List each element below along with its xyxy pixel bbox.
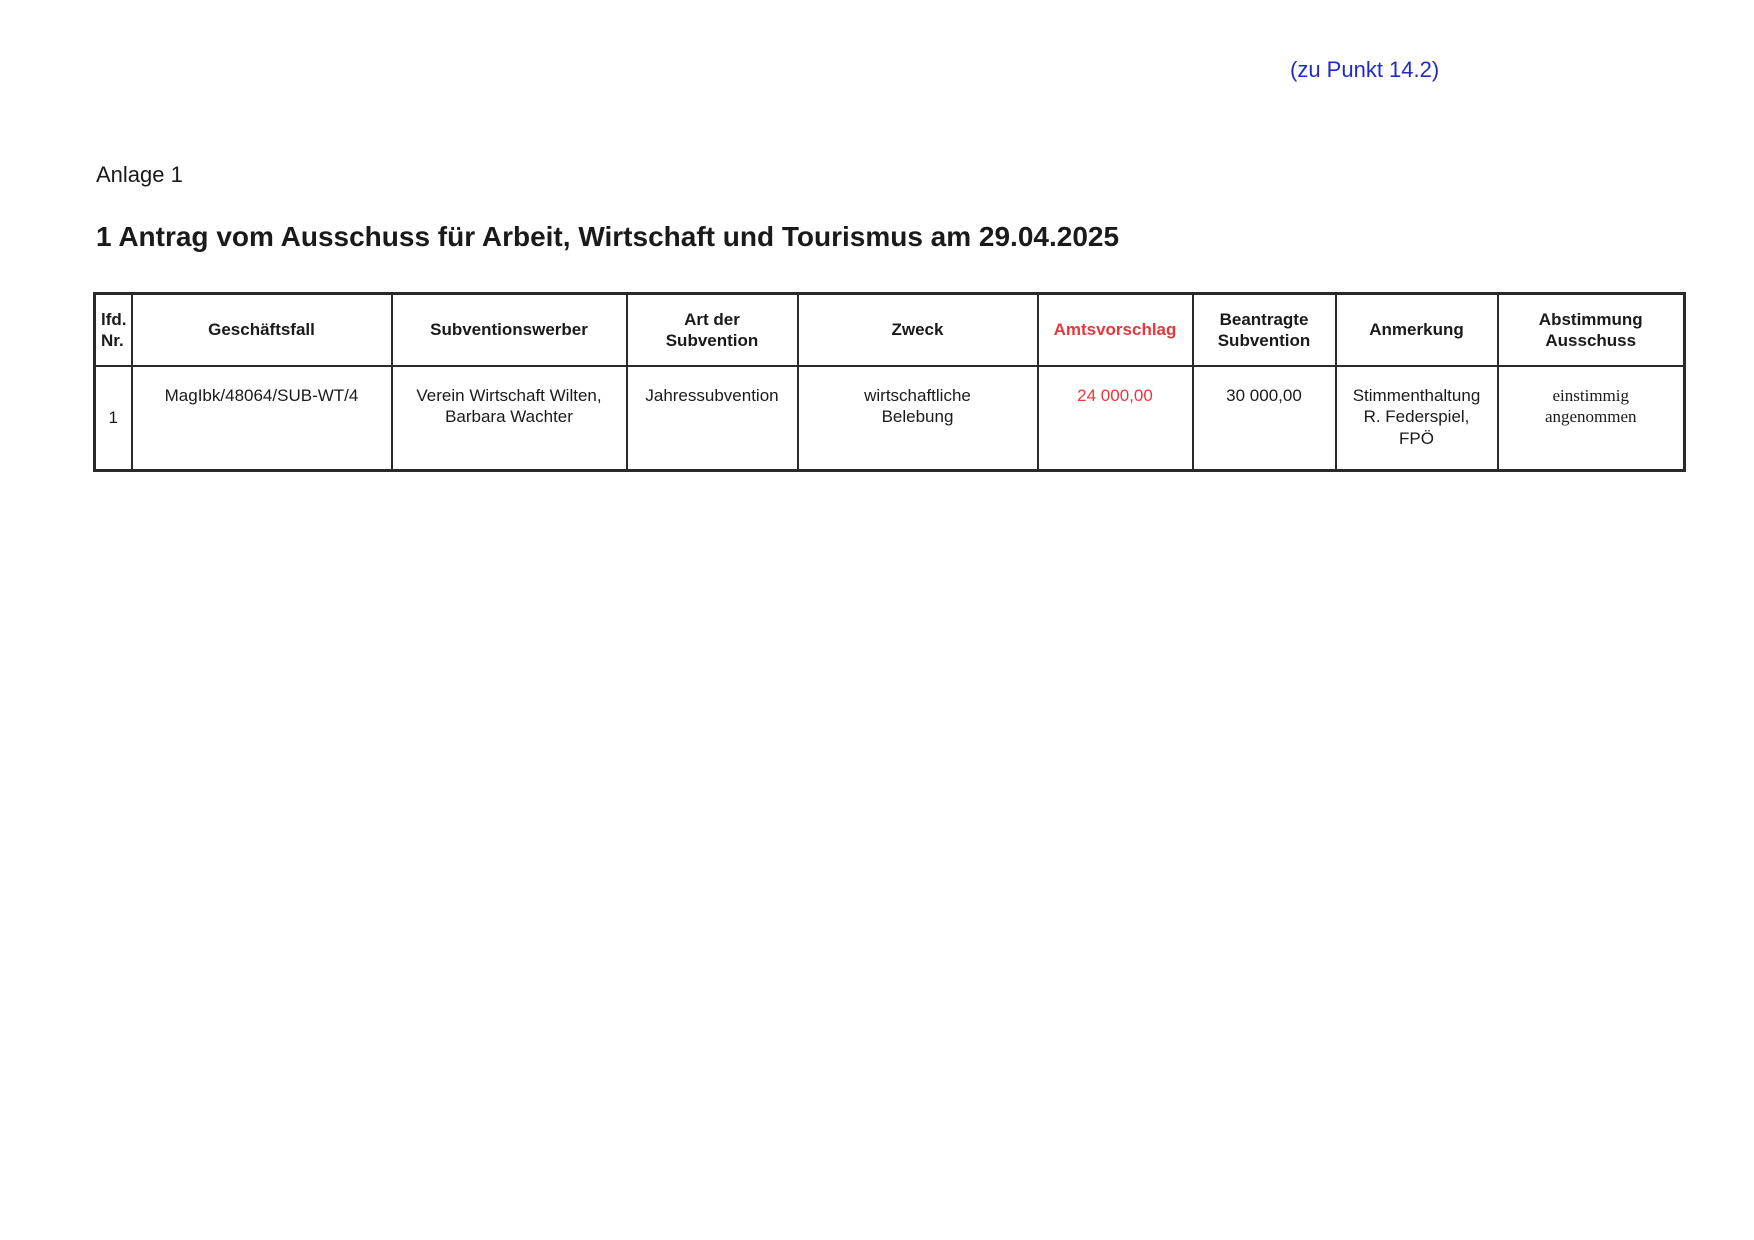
attachment-label: Anlage 1 xyxy=(96,162,183,187)
cell-nr: 1 xyxy=(95,366,132,471)
cell-subventionswerber: Verein Wirtschaft Wilten, Barbara Wachter xyxy=(392,366,627,471)
header-abstimmung-ausschuss: Abstimmung Ausschuss xyxy=(1498,294,1685,367)
agenda-reference: (zu Punkt 14.2) xyxy=(1290,57,1440,82)
header-geschaeftsfall: Geschäftsfall xyxy=(132,294,392,367)
cell-amtsvorschlag: 24 000,00 xyxy=(1038,366,1193,471)
cell-anmerkung: Stimmenthaltung R. Federspiel, FPÖ xyxy=(1336,366,1498,471)
header-zweck: Zweck xyxy=(798,294,1038,367)
subsidy-table xyxy=(93,292,1686,472)
header-subventionswerber: Subventionswerber xyxy=(392,294,627,367)
header-row xyxy=(95,294,1685,367)
table-row xyxy=(95,366,1685,471)
table-body xyxy=(95,366,1685,471)
header-beantragte-subvention: Beantragte Subvention xyxy=(1193,294,1336,367)
cell-beantragte-subvention: 30 000,00 xyxy=(1193,366,1336,471)
cell-art-der-subvention: Jahressubvention xyxy=(627,366,798,471)
document-title: 1 Antrag vom Ausschuss für Arbeit, Wirtschaft und Tourismus am 29.04.2025 xyxy=(96,221,1120,252)
cell-abstimmung: einstimmig angenommen xyxy=(1498,366,1685,471)
cell-zweck: wirtschaftliche Belebung xyxy=(798,366,1038,471)
header-amtsvorschlag: Amtsvorschlag xyxy=(1038,294,1193,367)
header-anmerkung: Anmerkung xyxy=(1336,294,1498,367)
header-nr: lfd. Nr. xyxy=(95,294,132,367)
table-header xyxy=(95,294,1685,367)
cell-geschaeftsfall: MagIbk/48064/SUB-WT/4 xyxy=(132,366,392,471)
header-art-der-subvention: Art der Subvention xyxy=(627,294,798,367)
